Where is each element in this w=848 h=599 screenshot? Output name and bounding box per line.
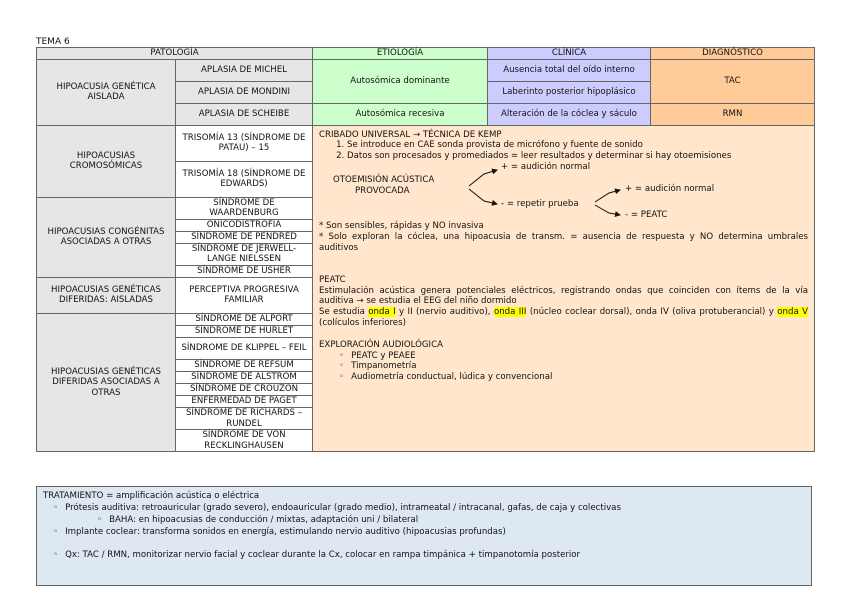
header-patologia: PATOLOGÍA (37, 48, 313, 60)
header-etiologia: ETIOLOGÍA (313, 48, 488, 60)
treatment-sublist (65, 514, 805, 526)
peatc-text: Se estudia (319, 306, 369, 317)
audiology-item: ◦ PEATC y PEAEE (351, 351, 808, 362)
category-deferred-isolated: HIPOACUSIAS GENÉTICAS DIFERIDAS: AISLADAS (37, 277, 176, 313)
peatc-waves (319, 307, 808, 328)
syndrome-hurlet: SÍNDROME DE HURLET (176, 325, 313, 337)
header-clinica: CLÍNICA (488, 48, 651, 60)
peatc-text: (núcleo coclear dorsal), onda IV (oliva protuberancial) y (526, 306, 778, 317)
category-deferred-associated: HIPOACUSIAS GENÉTICAS DIFERIDAS ASOCIADAS A OTRAS (37, 313, 176, 451)
category-chromosomal: HIPOACUSIAS CROMOSÓMICAS (37, 125, 176, 197)
treatment-qx: ◦ Qx: TAC / RMN, monitorizar nervio facial y coclear durante la Cx, colocar en rampa timpánica + timpanotomía posterior (65, 549, 805, 561)
result-plus-normal-2: + = audición normal (625, 184, 715, 195)
syndrome-onicodistrofia: ONICODISTROFIA (176, 219, 313, 231)
screening-step: 1. Se introduce en CAE sonda provista de micrófono y fuente de sonido (347, 140, 808, 151)
treatment-implante: ◦ Implante coclear: transforma sonidos en energía, estimulando nervio auditivo (hipoacusias profundas) (65, 526, 805, 538)
pathology-table (36, 47, 815, 452)
syndrome-paget: ENFERMEDAD DE PAGET (176, 395, 313, 407)
result-minus-peatc: - = PEATC (625, 210, 668, 221)
peatc-description: Estimulación acústica genera potenciales eléctricos, registrando ondas que coinciden con ítems de la vía auditiva → se estudia el EEG del niño dormido (319, 285, 808, 307)
audiology-list (319, 351, 808, 383)
syndrome-edwards: TRISOMÍA 18 (SÍNDROME DE EDWARDS) (176, 161, 313, 197)
audiology-item: ◦ Audiometría conductual, lúdica y convencional (351, 372, 808, 383)
syndrome-alport: SÍNDROME DE ALPORT (176, 313, 313, 325)
diagnosis-tac: TAC (651, 59, 815, 103)
syndrome-pendred: SÍNDROME DE PENDRED (176, 231, 313, 243)
result-plus-normal: + = audición normal (501, 162, 591, 173)
screening-step: 2. Datos son procesados y promediados = leer resultados y determinar si hay otoemisiones (347, 151, 808, 162)
peatc-title: PEATC (319, 275, 346, 286)
syndrome-richards: SÍNDROME DE RICHARDS – RUNDEL (176, 407, 313, 429)
header-diagnostico: DIAGNÓSTICO (651, 48, 815, 60)
diagnosis-rmn: RMN (651, 103, 815, 125)
etiology-dominant: Autosómica dominante (313, 59, 488, 103)
pathology-mondini: APLASIA DE MONDINI (176, 81, 313, 103)
etiology-recessive: Autosómica recesiva (313, 103, 488, 125)
treatment-protesis: ◦ Prótesis auditiva: retroauricular (grado severo), endoauricular (grado medio), intrameatal / intracanal, gafas, de caja y colectivas (65, 502, 805, 514)
otoemission-label-2: PROVOCADA (355, 186, 410, 197)
treatment-baha: ◦ BAHA: en hipoacusias de conducción / mixtas, adaptación uni / bilateral (109, 514, 805, 526)
syndrome-alstrom: SÍNDROME DE ALSTROM (176, 371, 313, 383)
otoemission-diagram (319, 161, 808, 221)
table-row (37, 59, 815, 81)
result-minus-repeat: - = repetir prueba (501, 199, 579, 210)
table-row (37, 125, 815, 161)
table-header-row (37, 48, 815, 60)
syndrome-recklinghausen: SÍNDROME DE VON RECKLINGHAUSEN (176, 430, 313, 452)
screening-title: CRIBADO UNIVERSAL → TÉCNICA DE KEMP (319, 129, 502, 140)
clinic-scheibe: Alteración de la cóclea y sáculo (488, 103, 651, 125)
document-title: TEMA 6 (36, 37, 70, 47)
pathology-michel: APLASIA DE MICHEL (176, 59, 313, 81)
clinic-mondini: Laberinto posterior hipoplásico (488, 81, 651, 103)
audiology-title: EXPLORACIÓN AUDIOLÓGICA (319, 340, 443, 351)
syndrome-usher: SÍNDROME DE USHER (176, 265, 313, 277)
syndrome-perceptiva: PERCEPTIVA PROGRESIVA FAMILIAR (176, 277, 313, 313)
treatment-list (43, 502, 805, 561)
peatc-text: y II (nervio auditivo), (395, 306, 494, 317)
screening-note-2: * Solo exploran la cóclea, una hipoacusia de transm. = ausencia de respuesta y NO determina umbrales auditivos (319, 231, 808, 253)
peatc-text: (colículos inferiores) (319, 317, 406, 328)
highlight-onda-iii: onda III (493, 306, 527, 317)
syndrome-waardenburg: SÍNDROME DE WAARDENBURG (176, 197, 313, 219)
syndrome-jerwell: SÍNDROME DE JERWELL-LANGE NIELSSEN (176, 243, 313, 265)
category-genetic-isolated: HIPOACUSIA GENÉTICA AISLADA (37, 59, 176, 125)
category-congenital: HIPOACUSIAS CONGÉNITAS ASOCIADAS A OTRAS (37, 197, 176, 277)
info-panel (313, 125, 815, 452)
highlight-onda-v: onda V (777, 306, 809, 317)
syndrome-patau: TRISOMÍA 13 (SÍNDROME DE PATAU) – 15 (176, 125, 313, 161)
pathology-scheibe: APLASIA DE SCHEIBE (176, 103, 313, 125)
syndrome-refsum: SÍNDROME DE REFSUM (176, 359, 313, 371)
screening-note-1: * Son sensibles, rápidas y NO invasiva (319, 221, 484, 232)
otoemission-label: OTOEMISIÓN ACÚSTICA (333, 175, 435, 186)
treatment-box (36, 486, 812, 586)
highlight-onda-i: onda I (368, 306, 396, 317)
syndrome-klippel: SÍNDROME DE KLIPPEL – FEIL (176, 337, 313, 359)
clinic-michel: Ausencia total del oído interno (488, 59, 651, 81)
treatment-title: TRATAMIENTO = amplificación acústica o eléctrica (43, 491, 260, 501)
syndrome-crouzon: SÍNDROME DE CROUZON (176, 383, 313, 395)
audiology-item: ◦ Timpanometría (351, 361, 808, 372)
screening-steps (319, 140, 808, 161)
